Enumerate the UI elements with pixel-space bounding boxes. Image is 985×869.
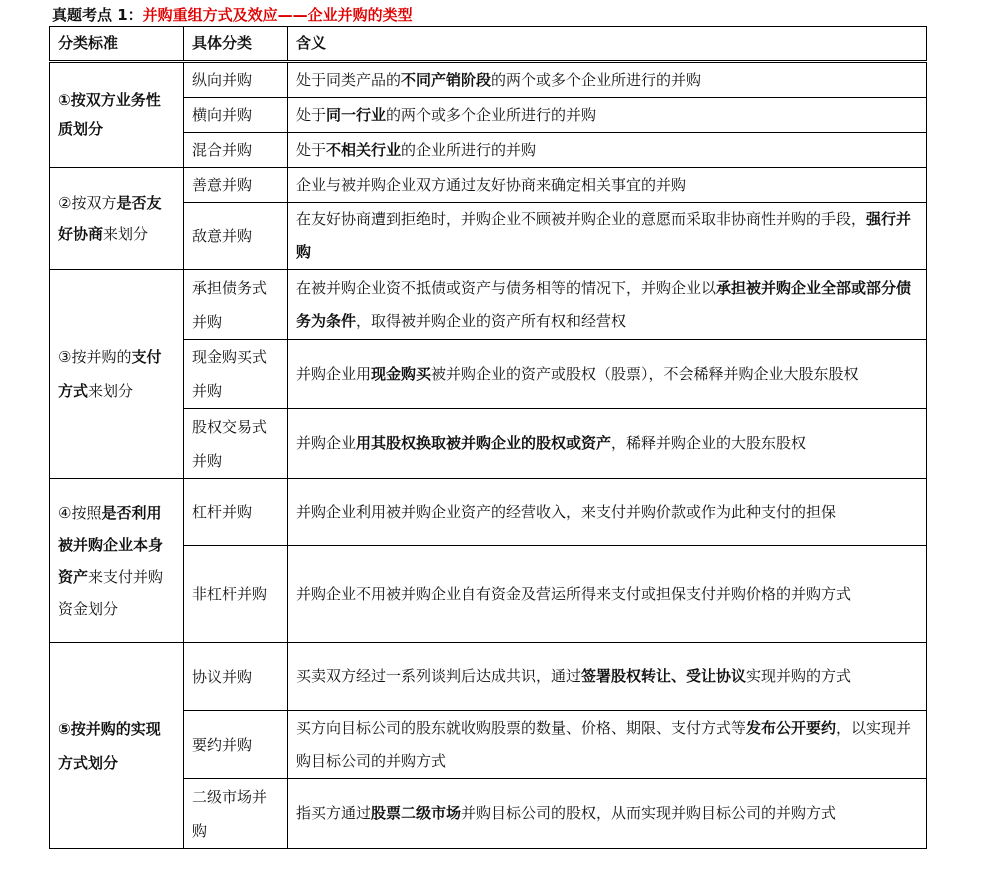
meaning-cell: 处于同类产品的不同产销阶段的两个或多个企业所进行的并购 xyxy=(288,62,927,98)
category-cell: 横向并购 xyxy=(184,98,288,133)
table-row xyxy=(50,62,927,98)
category-cell: 纵向并购 xyxy=(184,62,288,98)
header-standard: 分类标准 xyxy=(50,27,184,62)
standard-cell: ④按照是否利用被并购企业本身资产来支付并购资金划分 xyxy=(50,479,184,643)
meaning-cell: 在友好协商遭到拒绝时，并购企业不顾被并购企业的意愿而采取非协商性并购的手段，强行并购 xyxy=(288,203,927,270)
header-meaning: 含义 xyxy=(288,27,927,62)
meaning-cell: 并购企业利用被并购企业资产的经营收入，来支付并购价款或作为此种支付的担保 xyxy=(288,479,927,546)
standard-cell: ③按并购的支付方式来划分 xyxy=(50,270,184,479)
table-row xyxy=(50,270,927,340)
table-row xyxy=(50,643,927,711)
category-cell: 混合并购 xyxy=(184,133,288,168)
heading-prefix: 真题考点 1： xyxy=(52,6,143,24)
section-heading xyxy=(52,4,413,26)
meaning-cell: 买方向目标公司的股东就收购股票的数量、价格、期限、支付方式等发布公开要约，以实现并购目标公司的并购方式 xyxy=(288,711,927,779)
category-cell: 协议并购 xyxy=(184,643,288,711)
heading-title: 并购重组方式及效应——企业并购的类型 xyxy=(142,6,413,24)
category-cell: 杠杆并购 xyxy=(184,479,288,546)
category-cell: 敌意并购 xyxy=(184,203,288,270)
meaning-cell: 处于不相关行业的企业所进行的并购 xyxy=(288,133,927,168)
merger-types-table xyxy=(49,26,927,849)
category-cell: 善意并购 xyxy=(184,168,288,203)
header-category: 具体分类 xyxy=(184,27,288,62)
table-row xyxy=(50,168,927,203)
table-row xyxy=(50,479,927,546)
meaning-cell: 处于同一行业的两个或多个企业所进行的并购 xyxy=(288,98,927,133)
category-cell: 现金购买式并购 xyxy=(184,340,288,409)
meaning-cell: 并购企业用其股权换取被并购企业的股权或资产，稀释并购企业的大股东股权 xyxy=(288,409,927,479)
meaning-cell: 并购企业不用被并购企业自有资金及营运所得来支付或担保支付并购价格的并购方式 xyxy=(288,546,927,643)
standard-cell: ②按双方是否友好协商来划分 xyxy=(50,168,184,270)
meaning-cell: 指买方通过股票二级市场并购目标公司的股权，从而实现并购目标公司的并购方式 xyxy=(288,779,927,849)
table-header-row xyxy=(50,27,927,62)
category-cell: 承担债务式并购 xyxy=(184,270,288,340)
category-cell: 二级市场并购 xyxy=(184,779,288,849)
category-cell: 非杠杆并购 xyxy=(184,546,288,643)
category-cell: 要约并购 xyxy=(184,711,288,779)
category-cell: 股权交易式并购 xyxy=(184,409,288,479)
meaning-cell: 企业与被并购企业双方通过友好协商来确定相关事宜的并购 xyxy=(288,168,927,203)
standard-cell: ⑤按并购的实现方式划分 xyxy=(50,643,184,849)
meaning-cell: 并购企业用现金购买被并购企业的资产或股权（股票），不会稀释并购企业大股东股权 xyxy=(288,340,927,409)
standard-cell: ①按双方业务性质划分 xyxy=(50,62,184,168)
meaning-cell: 买卖双方经过一系列谈判后达成共识，通过签署股权转让、受让协议实现并购的方式 xyxy=(288,643,927,711)
meaning-cell: 在被并购企业资不抵债或资产与债务相等的情况下，并购企业以承担被并购企业全部或部分债务为条件，取得被并购企业的资产所有权和经营权 xyxy=(288,270,927,340)
